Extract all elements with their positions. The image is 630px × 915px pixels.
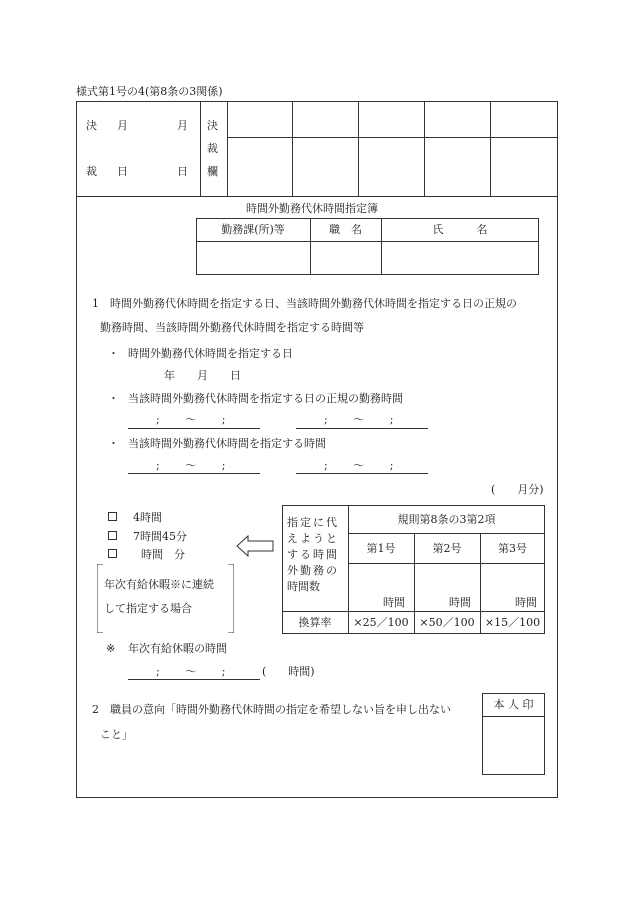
bullet: ・ — [108, 392, 119, 405]
page-title: 時間外勤務代休時間指定簿 — [246, 202, 378, 215]
note-label: 年次有給休暇の時間 — [128, 642, 227, 655]
designated-time-range-1: ; 〜 ; — [156, 459, 226, 472]
header-department: 勤務課(所)等 — [221, 223, 285, 236]
designated-time-range-2: ; 〜 ; — [324, 459, 394, 472]
option-checkbox-custom[interactable] — [108, 549, 117, 558]
decision-char-sai: 裁 — [86, 165, 97, 178]
annual-leave-bracket — [97, 564, 234, 633]
work-time-range-2: ; 〜 ; — [324, 413, 394, 426]
left-arrow-icon — [236, 535, 274, 557]
rule-left-header-line: 外勤務の — [287, 564, 339, 577]
rule-left-header-line: 時間数 — [287, 580, 320, 593]
position-field[interactable] — [311, 242, 380, 274]
rule-hours-field-1[interactable] — [349, 564, 413, 594]
designated-time-underline-1[interactable] — [128, 473, 260, 474]
work-time-range-1: ; 〜 ; — [156, 413, 226, 426]
approval-divider — [292, 101, 293, 196]
month-label: 月 — [117, 119, 128, 132]
option-label-custom: 時間 分 — [141, 548, 185, 561]
rate-value-3: ×15／100 — [484, 616, 541, 629]
item2-label: 当該時間外勤務代休時間を指定する日の正規の勤務時間 — [128, 392, 403, 405]
rule-column-2: 第2号 — [432, 541, 462, 555]
annual-leave-time-range: ; 〜 ; — [156, 665, 226, 678]
rate-value-2: ×50／100 — [419, 616, 475, 629]
option-label-7h45: 7時間45分 — [133, 530, 187, 543]
rule-left-header-line: 指定に代 — [287, 516, 339, 529]
decision-char-ketsu: 決 — [86, 119, 97, 132]
rate-value-1: ×25／100 — [353, 616, 409, 629]
column-label-char: 裁 — [207, 142, 218, 155]
rule-hours-field-2[interactable] — [415, 564, 479, 594]
rate-label: 換算率 — [298, 616, 332, 629]
bullet: ・ — [108, 437, 119, 450]
annual-leave-line1: 年次有給休暇※に連続 — [104, 578, 214, 591]
item3-label: 当該時間外勤務代休時間を指定する時間 — [128, 437, 326, 450]
item1-label: 時間外勤務代休時間を指定する日 — [128, 347, 293, 360]
department-field[interactable] — [197, 242, 309, 274]
approval-divider — [424, 101, 425, 196]
rule-unit-1: 時間 — [383, 596, 405, 609]
approval-divider — [227, 101, 228, 196]
section2-line2: こと」 — [100, 728, 133, 741]
column-label-char: 欄 — [207, 165, 218, 178]
rule-left-header-line: する時間 — [287, 548, 339, 561]
approval-bottom-line — [76, 196, 558, 197]
approval-divider — [358, 101, 359, 196]
option-label-4h: 4時間 — [133, 511, 162, 524]
option-checkbox-7h45[interactable] — [108, 531, 117, 540]
rule-hours-field-3[interactable] — [481, 564, 544, 594]
rule-unit-2: 時間 — [449, 596, 471, 609]
form-number: 様式第1号の4(第8条の3関係) — [76, 85, 223, 98]
rule-column-1: 第1号 — [366, 541, 396, 555]
annual-leave-hours: ( 時間) — [262, 665, 315, 678]
section1-line2: 勤務時間、当該時間外勤務代休時間を指定する時間等 — [100, 321, 364, 334]
note-mark: ※ — [106, 642, 116, 655]
designated-time-underline-2[interactable] — [296, 473, 428, 474]
month-unit: 月 — [177, 119, 188, 132]
header-name: 氏 名 — [432, 223, 488, 236]
annual-leave-line2: して指定する場合 — [104, 602, 192, 615]
work-time-underline-1[interactable] — [128, 428, 260, 429]
day-unit: 日 — [177, 165, 188, 178]
option-checkbox-4h[interactable] — [108, 512, 117, 521]
column-label-char: 決 — [207, 119, 218, 132]
name-field[interactable] — [382, 242, 538, 274]
work-time-underline-2[interactable] — [296, 428, 428, 429]
approval-divider — [490, 101, 491, 196]
day-label: 日 — [117, 165, 128, 178]
date-line: 年 月 日 — [164, 369, 241, 382]
seal-box-line — [482, 716, 545, 717]
bullet: ・ — [108, 347, 119, 360]
month-portion: ( 月分) — [491, 483, 544, 496]
rule-left-header-line: えようと — [287, 532, 339, 545]
seal-label: 本 人 印 — [493, 698, 534, 711]
annual-leave-time-underline[interactable] — [128, 679, 260, 680]
header-position: 職 名 — [329, 223, 362, 236]
approval-mid-line — [227, 137, 558, 138]
section1-line1: 1 時間外勤務代休時間を指定する日、当該時間外勤務代休時間を指定する日の正規の — [92, 297, 517, 310]
approval-divider — [200, 101, 201, 196]
rule-unit-3: 時間 — [515, 596, 537, 609]
rule-top-header: 規則第8条の3第2項 — [397, 512, 496, 526]
section2-line1: 2 職員の意向「時間外勤務代休時間の指定を希望しない旨を申し出ない — [92, 703, 451, 716]
rule-column-3: 第3号 — [498, 541, 527, 555]
